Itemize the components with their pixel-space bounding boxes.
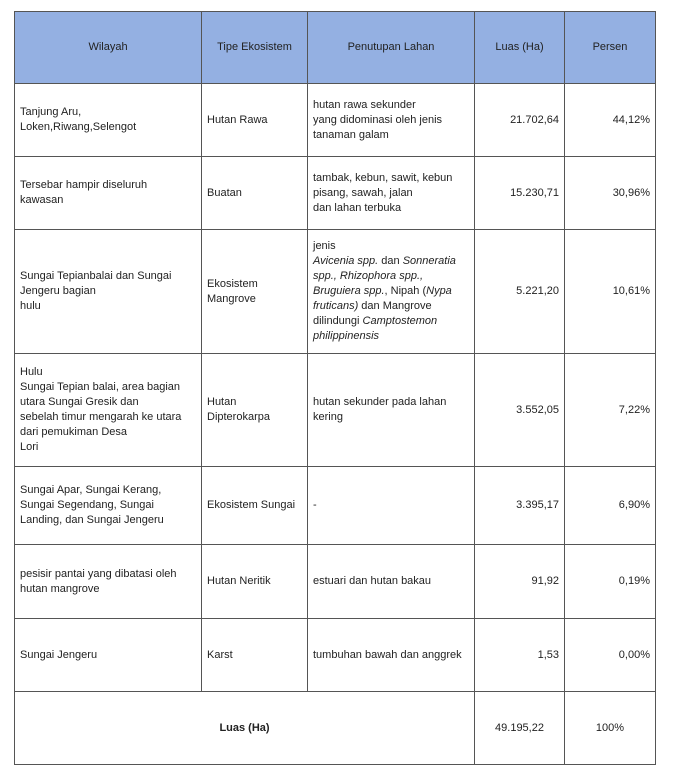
cell-line: Loken,Riwang,Selengot: [20, 121, 137, 133]
cell-line: Jengeru bagian: [20, 285, 96, 297]
cell-line: estuari dan hutan bakau: [313, 575, 432, 587]
cell-penutupan: [308, 157, 475, 230]
cell-persen: 44,12%: [565, 84, 656, 157]
species-name: Avicenia spp.: [313, 255, 379, 267]
cell-line: Hulu: [20, 366, 43, 378]
cell-luas: 1,53: [475, 619, 565, 692]
cell-wilayah: [15, 157, 202, 230]
cell-tipe: [202, 230, 308, 354]
species-name: Camptostemon: [362, 315, 438, 327]
cell-line: kawasan: [20, 194, 64, 206]
cell-persen: 10,61%: [565, 230, 656, 354]
total-label: Luas (Ha): [15, 692, 475, 765]
cell-luas: 91,92: [475, 545, 565, 619]
cell-line: -: [313, 499, 317, 511]
cell-line: hutan sekunder pada lahan: [313, 396, 447, 408]
cell-line: Tersebar hampir diseluruh: [20, 179, 148, 191]
text-run: dan: [378, 255, 403, 267]
cell-tipe: [202, 545, 308, 619]
table-row: [15, 619, 656, 692]
cell-line: Lori: [20, 441, 39, 453]
cell-penutupan: [308, 467, 475, 545]
cell-persen: 0,19%: [565, 545, 656, 619]
species-name: philippinensis: [313, 330, 380, 342]
land-cover-table: [14, 11, 656, 765]
cell-persen: 7,22%: [565, 354, 656, 467]
cell-line: pisang, sawah, jalan: [313, 186, 413, 199]
cell-wilayah: [15, 467, 202, 545]
cell-line: Hutan Rawa: [207, 113, 268, 126]
cell-luas: 21.702,64: [475, 84, 565, 157]
cell-wilayah: [15, 354, 202, 467]
cell-tipe: [202, 84, 308, 157]
cell-wilayah: [15, 545, 202, 619]
cell-penutupan: [308, 619, 475, 692]
cell-line: Karst: [207, 648, 233, 661]
cell-line: Dipterokarpa: [207, 411, 270, 423]
cell-line: Hutan: [207, 396, 237, 408]
cell-line: yang didominasi oleh jenis: [313, 113, 443, 126]
cell-line: Landing, dan Sungai Jengeru: [20, 514, 164, 526]
cell-line: pesisir pantai yang dibatasi oleh: [20, 567, 177, 580]
cell-tipe: [202, 619, 308, 692]
cell-line: kering: [313, 411, 343, 423]
cell-line: Ekosistem: [207, 277, 258, 290]
table-row: [15, 157, 656, 230]
cell-luas: 3.552,05: [475, 354, 565, 467]
total-persen: 100%: [565, 692, 656, 765]
cell-line: tanaman galam: [313, 128, 389, 141]
cell-line: Buatan: [207, 186, 242, 199]
cell-line: Mangrove: [207, 292, 256, 305]
cell-line: Hutan Neritik: [207, 575, 271, 587]
cell-luas: 5.221,20: [475, 230, 565, 354]
text-run: jenis: [313, 240, 336, 252]
header-tipe-ekosistem: Tipe Ekosistem: [202, 12, 308, 84]
cell-line: Sungai Segendang, Sungai: [20, 499, 154, 511]
cell-penutupan: [308, 84, 475, 157]
species-name: Nypa: [426, 285, 452, 297]
total-luas: 49.195,22: [475, 692, 565, 765]
cell-line: dari pemukiman Desa: [20, 426, 127, 438]
cell-wilayah: [15, 230, 202, 354]
cell-line: [313, 314, 469, 329]
cell-line: Sungai Tepianbalai dan Sungai: [20, 270, 172, 282]
text-run: dilindungi: [313, 315, 363, 327]
table-row: [15, 354, 656, 467]
cell-line: [313, 239, 469, 254]
species-name: fruticans): [313, 300, 359, 312]
table-row: [15, 467, 656, 545]
cell-line: Sungai Jengeru: [20, 648, 98, 661]
table-header-row: [15, 12, 656, 84]
table-row: [15, 84, 656, 157]
header-luas: Luas (Ha): [475, 12, 565, 84]
cell-line: Sungai Tepian balai, area bagian: [20, 381, 181, 393]
header-penutupan-lahan: Penutupan Lahan: [308, 12, 475, 84]
cell-line: [313, 269, 469, 284]
header-persen: Persen: [565, 12, 656, 84]
cell-line: utara Sungai Gresik dan: [20, 396, 139, 408]
cell-line: [313, 329, 469, 344]
cell-line: dan lahan terbuka: [313, 201, 402, 214]
species-name: Bruguiera spp.: [313, 285, 385, 297]
text-run: , Nipah (: [384, 285, 427, 297]
table-row: [15, 230, 656, 354]
cell-line: tambak, kebun, sawit, kebun: [313, 171, 453, 184]
cell-line: sebelah timur mengarah ke utara: [20, 411, 182, 423]
cell-tipe: [202, 157, 308, 230]
cell-line: hulu: [20, 300, 41, 312]
cell-luas: 15.230,71: [475, 157, 565, 230]
cell-penutupan: [308, 230, 475, 354]
cell-line: [313, 299, 469, 314]
table-row: [15, 545, 656, 619]
cell-line: [313, 254, 469, 269]
cell-line: Ekosistem Sungai: [207, 499, 296, 511]
cell-wilayah: [15, 619, 202, 692]
cell-line: tumbuhan bawah dan anggrek: [313, 648, 462, 661]
total-row: [15, 692, 656, 765]
cell-persen: 0,00%: [565, 619, 656, 692]
cell-penutupan: [308, 354, 475, 467]
species-name: Sonneratia: [402, 255, 456, 267]
cell-line: Sungai Apar, Sungai Kerang,: [20, 484, 162, 496]
cell-line: hutan rawa sekunder: [313, 98, 416, 111]
cell-tipe: [202, 354, 308, 467]
text-run: dan Mangrove: [358, 300, 432, 312]
cell-line: Tanjung Aru,: [20, 106, 82, 118]
cell-tipe: [202, 467, 308, 545]
species-name: spp., Rhizophora spp.,: [313, 270, 424, 282]
cell-luas: 3.395,17: [475, 467, 565, 545]
header-wilayah: Wilayah: [15, 12, 202, 84]
cell-line: hutan mangrove: [20, 582, 100, 595]
cell-line: [313, 284, 469, 299]
cell-penutupan: [308, 545, 475, 619]
cell-persen: 30,96%: [565, 157, 656, 230]
cell-persen: 6,90%: [565, 467, 656, 545]
cell-wilayah: [15, 84, 202, 157]
